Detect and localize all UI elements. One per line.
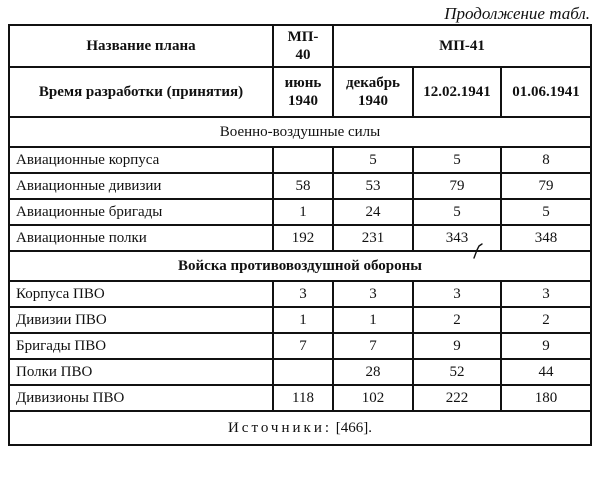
row-label: Корпуса ПВО [9, 281, 273, 307]
sources-label: Источники: [227, 420, 333, 436]
row-label: Авиационные корпуса [9, 147, 273, 173]
table-row [9, 359, 591, 385]
date-header-june-1940 [273, 67, 333, 117]
table-row [9, 307, 591, 333]
value-cell: 2 [413, 307, 501, 333]
value-cell: 180 [501, 385, 591, 411]
value-cell: 231 [333, 225, 413, 251]
date-year: 1940 [358, 93, 388, 109]
mp41-header: МП-41 [333, 25, 591, 67]
value-cell: 3 [501, 281, 591, 307]
value-cell: 79 [413, 173, 501, 199]
value-cell: 5 [333, 147, 413, 173]
value-cell: 3 [333, 281, 413, 307]
sources-cell [9, 411, 591, 445]
development-time-header: Время разработки (принятия) [9, 67, 273, 117]
value-cell [273, 359, 333, 385]
plan-name-header: Название плана [9, 25, 273, 67]
row-label: Полки ПВО [9, 359, 273, 385]
value-cell: 3 [273, 281, 333, 307]
table-row [9, 147, 591, 173]
row-label: Бригады ПВО [9, 333, 273, 359]
value-cell: 5 [413, 147, 501, 173]
value-cell: 1 [273, 307, 333, 333]
date-header-01-06-1941: 01.06.1941 [501, 67, 591, 117]
value-cell: 1 [273, 199, 333, 225]
value-cell: 5 [501, 199, 591, 225]
table-row [9, 333, 591, 359]
value-cell: 9 [413, 333, 501, 359]
table-continuation-caption: Продолжение табл. [444, 4, 590, 23]
value-cell: 28 [333, 359, 413, 385]
value-cell: 7 [333, 333, 413, 359]
value-cell: 5 [413, 199, 501, 225]
section-title: Военно-воздушные силы [9, 117, 591, 147]
value-cell: 222 [413, 385, 501, 411]
value-cell: 9 [501, 333, 591, 359]
value-cell: 1 [333, 307, 413, 333]
military-units-table [8, 24, 592, 446]
date-header-12-02-1941: 12.02.1941 [413, 67, 501, 117]
date-header-december-1940 [333, 67, 413, 117]
section-title: Войска противовоздушной обороны [9, 251, 591, 281]
section-row [9, 251, 591, 281]
table-row [9, 385, 591, 411]
handwritten-tick-mark [473, 243, 483, 259]
value-cell: 24 [333, 199, 413, 225]
row-label: Авиационные бригады [9, 199, 273, 225]
table-row [9, 225, 591, 251]
value-cell: 192 [273, 225, 333, 251]
value-cell: 348 [501, 225, 591, 251]
value-cell: 3 [413, 281, 501, 307]
value-cell: 52 [413, 359, 501, 385]
value-cell: 8 [501, 147, 591, 173]
sources-reference: [466]. [335, 420, 373, 436]
mp40-line-2: 40 [295, 47, 311, 63]
value-cell: 102 [333, 385, 413, 411]
value-cell: 79 [501, 173, 591, 199]
value-cell: 2 [501, 307, 591, 333]
development-time-row [9, 67, 591, 117]
value-cell: 7 [273, 333, 333, 359]
section-row [9, 117, 591, 147]
row-label: Дивизии ПВО [9, 307, 273, 333]
plan-name-row [9, 25, 591, 67]
table-row [9, 173, 591, 199]
table-row [9, 199, 591, 225]
date-month: июнь [284, 75, 322, 91]
mp40-header [273, 25, 333, 67]
value-cell: 53 [333, 173, 413, 199]
value-cell: 343 [413, 225, 501, 251]
date-month: декабрь [346, 75, 400, 91]
table-body [9, 25, 591, 445]
table-row [9, 281, 591, 307]
value-cell [273, 147, 333, 173]
sources-row [9, 411, 591, 445]
row-label: Дивизионы ПВО [9, 385, 273, 411]
value-cell: 118 [273, 385, 333, 411]
row-label: Авиационные полки [9, 225, 273, 251]
value-cell: 44 [501, 359, 591, 385]
row-label: Авиационные дивизии [9, 173, 273, 199]
date-year: 1940 [288, 93, 318, 109]
value-cell: 58 [273, 173, 333, 199]
mp40-line-1: МП- [287, 29, 319, 45]
